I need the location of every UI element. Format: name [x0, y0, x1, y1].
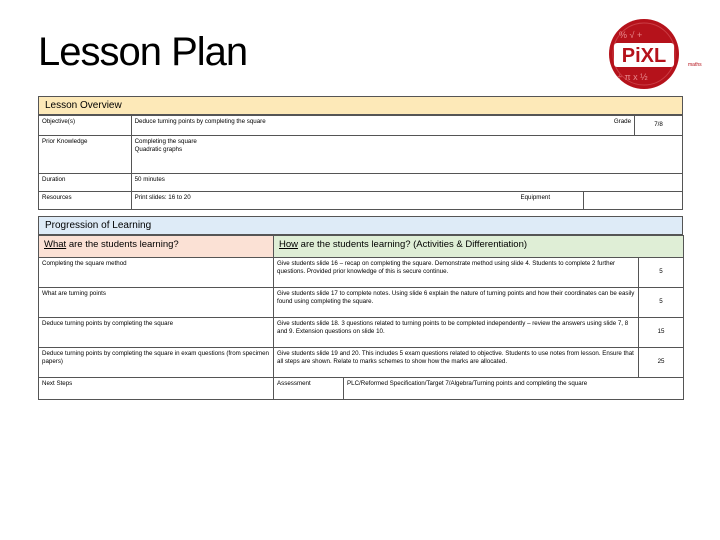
- objectives-value: Deduce turning points by completing the square: [131, 116, 583, 136]
- page-title: Lesson Plan: [38, 30, 248, 74]
- how-word: How: [279, 239, 299, 250]
- svg-text:PiXL: PiXL: [621, 45, 667, 67]
- table-row: [39, 318, 684, 348]
- table-row: [39, 348, 684, 378]
- what-cell: Completing the square method: [39, 258, 274, 288]
- grade-value: 7/8: [635, 116, 683, 136]
- svg-text:÷ π x ½: ÷ π x ½: [617, 72, 648, 82]
- how-rest: are the students learning? (Activities & Differentiation): [298, 239, 528, 250]
- resources-label: Resources: [39, 192, 132, 210]
- grade-label: Grade: [583, 116, 634, 136]
- resources-value: Print slides: 16 to 20: [131, 192, 517, 210]
- duration-label: Duration: [39, 174, 132, 192]
- lesson-sheet: [38, 96, 683, 400]
- pixl-logo: [608, 18, 680, 90]
- how-cell: Give students slide 18. 3 questions related to turning points to be completed independently – review the answers using slide 7, 8 and 9. Extension questions on slide 10.: [274, 318, 639, 348]
- prior-knowledge-value: [131, 136, 682, 174]
- what-cell: Deduce turning points by completing the square: [39, 318, 274, 348]
- how-cell: Give students slide 19 and 20. This includes 5 exam questions related to objective. Students to use notes from lesson. Ensure that all steps are shown. Relate to marks schemes to show how the marks are allocated.: [274, 348, 639, 378]
- what-cell: Deduce turning points by completing the square in exam questions (from specimen papers): [39, 348, 274, 378]
- overview-table: [38, 115, 683, 210]
- svg-text:% √ +: % √ +: [619, 30, 643, 40]
- next-steps-cell: [39, 378, 274, 400]
- time-cell: 5: [639, 258, 684, 288]
- how-header: [274, 236, 684, 258]
- prior-knowledge-line: Completing the square: [134, 138, 197, 145]
- time-cell: 25: [639, 348, 684, 378]
- assessment-label: Assessment: [274, 378, 344, 400]
- what-rest: are the students learning?: [66, 239, 179, 250]
- prior-knowledge-label: Prior Knowledge: [39, 136, 132, 174]
- progression-table: [38, 235, 684, 400]
- equipment-label: Equipment: [517, 192, 583, 210]
- prior-knowledge-line: Quadratic graphs: [134, 146, 183, 154]
- how-cell: Give students slide 17 to complete notes. Using slide 6 explain the nature of turning points and how their coordinates can be easily found using completing the square.: [274, 288, 639, 318]
- objectives-label: Objective(s): [39, 116, 132, 136]
- equipment-value: [583, 192, 682, 210]
- what-header: [39, 236, 274, 258]
- how-cell: Give students slide 16 – recap on completing the square. Demonstrate method using slide 4. Students to complete 2 further questions. Provided prior knowledge of this is secure continue.: [274, 258, 639, 288]
- table-row: [39, 288, 684, 318]
- what-cell: What are turning points: [39, 288, 274, 318]
- table-row: [39, 258, 684, 288]
- what-word: What: [44, 239, 67, 250]
- logo-subtitle: maths: [688, 62, 702, 68]
- progression-header: Progression of Learning: [38, 216, 683, 235]
- table-row: [39, 378, 684, 400]
- time-cell: 15: [639, 318, 684, 348]
- overview-header: Lesson Overview: [38, 96, 683, 115]
- assessment-value: PLC/Reformed Specification/Target 7/Algebra/Turning points and completing the square: [344, 378, 684, 400]
- next-steps-label: Next Steps: [42, 380, 73, 387]
- time-cell: 5: [639, 288, 684, 318]
- duration-value: 50 minutes: [131, 174, 682, 192]
